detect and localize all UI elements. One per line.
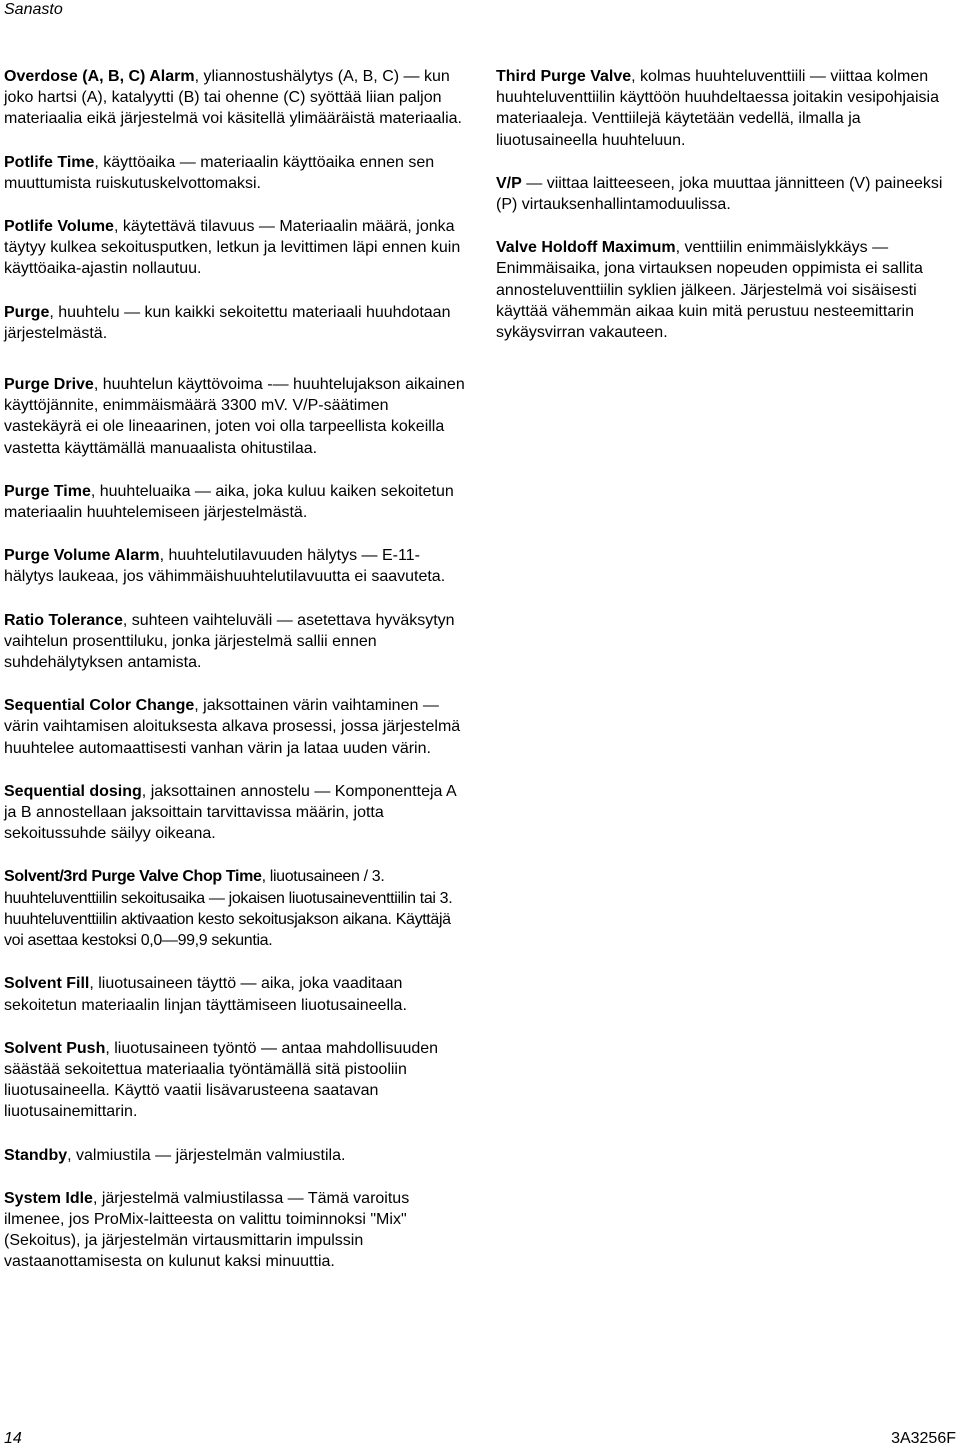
glossary-entry	[4, 781, 466, 845]
glossary-definition: — viittaa laitteeseen, joka muuttaa jännitteen (V) paineeksi (P) virtauksenhallintamoduulissa.	[496, 174, 943, 214]
glossary-definition: , venttiilin enimmäislykkäys — Enimmäisaika, jona virtauksen nopeuden oppimista ei sallita annosteluventtiilin syklien jälkeen. Järjestelmä voi sisäisesti käyttää vähemmän aikaa kuin mitä perustuu nesteemittarin sykäysvirran vakauteen.	[496, 239, 923, 342]
glossary-definition: , valmiustila — järjestelmän valmiustila.	[67, 1146, 346, 1164]
glossary-entry	[4, 66, 466, 130]
glossary-definition: , yliannostushälytys (A, B, C) — kun joko hartsi (A), katalyytti (B) tai ohenne (C) syöttää liian paljon materiaalia eikä järjestelmä voi käsitellä ylimääräistä materiaalia.	[4, 68, 462, 128]
page-number: 14	[4, 1430, 22, 1447]
glossary-definition: , käyttöaika — materiaalin käyttöaika ennen sen muuttumista ruiskutuskelvottomaksi.	[4, 153, 435, 192]
glossary-term: Purge Volume Alarm	[4, 547, 160, 565]
glossary-term: Third Purge Valve	[496, 68, 632, 85]
glossary-definition: , jaksottainen värin vaihtaminen — värin vaihtamisen aloituksesta alkava prosessi, jossa järjestelmä huuhtelee automaattisesti vanhan värin ja lataa uuden värin.	[4, 697, 461, 757]
section-header: Sanasto	[4, 1, 63, 18]
glossary-term: Ratio Tolerance	[4, 611, 123, 629]
glossary-term: Valve Holdoff Maximum	[496, 239, 676, 257]
glossary-entry	[4, 1188, 466, 1273]
glossary-entry	[4, 302, 466, 344]
glossary-definition: , käytettävä tilavuus — Materiaalin määrä, jonka täytyy kulkea sekoitusputken, letkun ja levittimen läpi ennen kuin käyttöaika-ajastin nollautuu.	[4, 218, 461, 278]
glossary-term: Overdose (A, B, C) Alarm	[4, 68, 195, 85]
glossary-definition: , jaksottainen annostelu — Komponentteja A ja B annostellaan jaksoittain tarvittavissa määrin, jotta sekoitussuhde säilyy oikeana.	[4, 782, 456, 843]
glossary-term: Potlife Volume	[4, 218, 114, 236]
glossary-term: Solvent Fill	[4, 975, 90, 993]
document-code: 3A3256F	[891, 1430, 956, 1447]
glossary-definition: , kolmas huuhteluventtiili — viittaa kolmen huuhteluventtiilin käyttöön huuhdeltaessa joitakin vesipohjaisia materiaaleja. Venttiilejä käytetään vedellä, ilmalla ja liuotusaineella huuhteluun.	[496, 68, 939, 149]
glossary-term: Solvent/3rd Purge Valve Chop Time	[4, 868, 262, 886]
glossary-left-column	[4, 66, 466, 1273]
glossary-entry	[4, 866, 466, 951]
glossary-term: Solvent Push	[4, 1039, 106, 1057]
glossary-term: Purge	[4, 303, 50, 321]
glossary-term: Purge Time	[4, 482, 91, 500]
glossary-right-column	[496, 66, 956, 343]
glossary-entry	[4, 973, 466, 1015]
glossary-entry	[4, 481, 466, 523]
glossary-definition: , huuhtelutilavuuden hälytys — E-11-hälytys laukeaa, jos vähimmäishuuhtelutilavuutta ei saavuteta.	[4, 547, 446, 586]
glossary-term: Sequential dosing	[4, 782, 142, 800]
glossary-entry	[4, 545, 466, 587]
glossary-definition: , liuotusaineen / 3. huuhteluventtiilin sekoitusaika — jokaisen liuotusaineventtiilin tai 3. huuhteluventtiilin aktivaation kesto sekoitusjakson aikana. Käyttäjä voi asettaa kestoksi 0,0—99,9 sekuntia.	[4, 868, 453, 950]
glossary-entry	[4, 152, 466, 194]
glossary-definition: , huuhteluaika — aika, joka kuluu kaiken sekoitetun materiaalin huuhtelemiseen järjestelmästä.	[4, 482, 454, 522]
glossary-term: Potlife Time	[4, 153, 95, 171]
glossary-term: V/P	[496, 174, 522, 192]
glossary-term: Standby	[4, 1146, 68, 1164]
glossary-definition: , liuotusaineen täyttö — aika, joka vaaditaan sekoitetun materiaalin linjan täyttämiseen liuotusaineella.	[4, 975, 407, 1014]
glossary-definition: , huuhtelun käyttövoima -— huuhtelujakson aikainen käyttöjännite, enimmäismäärä 3300 mV. V/P-säätimen vastekäyrä ei ole lineaarinen, joten voi olla tarpeellista kokeilla vastetta käyttämällä manuaalista ohitustilaa.	[4, 376, 465, 457]
glossary-definition: , huuhtelu — kun kaikki sekoitettu materiaali huuhdotaan järjestelmästä.	[4, 303, 451, 342]
glossary-entry	[4, 216, 466, 280]
glossary-term: Sequential Color Change	[4, 697, 195, 715]
glossary-entry	[496, 173, 956, 215]
glossary-entry	[496, 237, 956, 343]
glossary-entry	[496, 66, 956, 151]
glossary-entry	[4, 695, 466, 759]
glossary-term: System Idle	[4, 1189, 93, 1207]
glossary-entry	[4, 1145, 466, 1166]
glossary-entry	[4, 374, 466, 459]
glossary-definition: , suhteen vaihteluväli — asetettava hyväksytyn vaihtelun prosenttiluku, jonka järjestelmä sallii ennen suhdehälytyksen antamista.	[4, 611, 455, 672]
glossary-definition: , liuotusaineen työntö — antaa mahdollisuuden säästää sekoitettua materiaalia työntämällä sitä pistooliin liuotusaineella. Käyttö vaatii lisävarusteena saatavan liuotusainemittarin.	[4, 1039, 439, 1121]
glossary-term: Purge Drive	[4, 376, 94, 394]
glossary-entry	[4, 1038, 466, 1123]
glossary-definition: , järjestelmä valmiustilassa — Tämä varoitus ilmenee, jos ProMix-laitteesta on valittu toiminnoksi "Mix" (Sekoitus), ja järjestelmän virtausmittarin impulssin vastaanottamisesta on kulunut kaksi minuuttia.	[4, 1189, 410, 1271]
glossary-entry	[4, 610, 466, 674]
